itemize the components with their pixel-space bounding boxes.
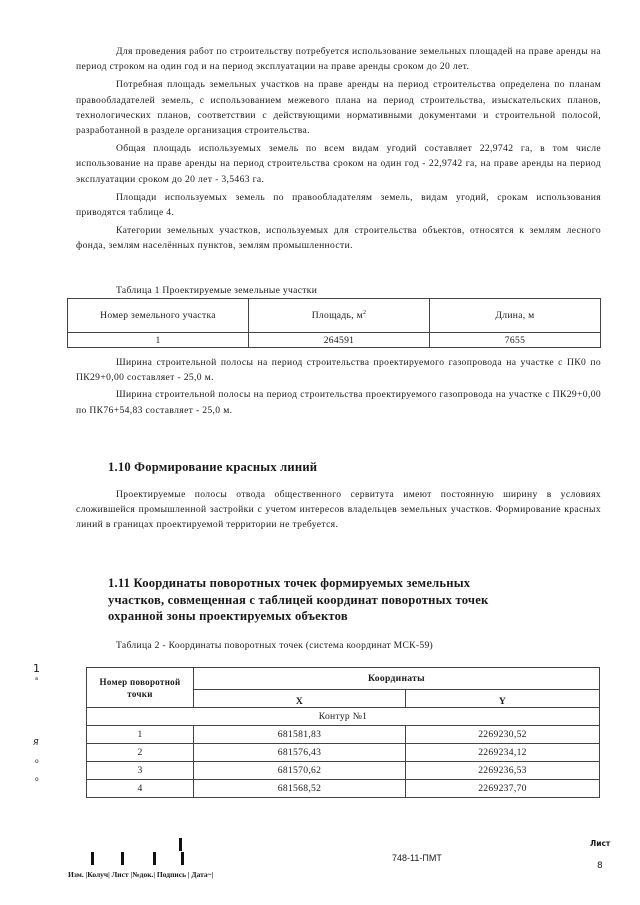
table1-header-area	[249, 299, 430, 333]
table1-header-number: Номер земельного участка	[68, 299, 249, 333]
width-note-1: Ширина строительной полосы на период строительства проектируемого газопровода на участке с ПК0 по ПК29+0,00 составляет - 25,0 м.	[76, 357, 601, 384]
table2-cell: 681568,52	[194, 780, 406, 798]
table2-header-point: Номер поворотной точки	[87, 668, 194, 708]
section-1-11-title-line-1: 1.11 Координаты поворотных точек формируемых земельных	[108, 576, 471, 590]
section-1-10-text	[76, 487, 601, 533]
table2-cell: 3	[87, 762, 194, 780]
table2-caption: Таблица 2 - Координаты поворотных точек (система координат МСК-59)	[116, 640, 434, 651]
section-1-11-title	[108, 575, 488, 625]
table2-cell: 681581,83	[194, 726, 406, 744]
section-1-11-title-line-2: участков, совмещенная с таблицей координат поворотных точек	[108, 592, 489, 607]
table2-cell: 2	[87, 744, 194, 762]
table1-caption: Таблица 1 Проектируемые земельные участки	[116, 285, 318, 296]
table2-cell: 2269236,53	[406, 762, 600, 780]
stamp-columns: Изм. |Колуч| Лист |№док.| Подпись | Дата~|	[68, 870, 214, 879]
table1-header-length: Длина, м	[430, 299, 601, 333]
table1	[67, 298, 601, 348]
table2-header-x: X	[194, 690, 406, 708]
sheet-number: 8	[597, 861, 603, 871]
table1-cell: 7655	[430, 333, 601, 348]
intro-paragraph-2: Потребная площадь земельных участков на праве аренды на период строительства определена по планам правообладателей земель, с использованием межевого плана на период строительства, изыскательских планов, технологических планов, соответствии с действующими нормативными документами и строительной полосой, разработанной в разделе организация строительства.	[76, 79, 601, 137]
table2-contour-label: Контур №1	[87, 708, 600, 726]
table2	[86, 667, 600, 798]
table2-cell: 2269230,52	[406, 726, 600, 744]
table1-cell: 264591	[249, 333, 430, 348]
table2-cell: 681576,43	[194, 744, 406, 762]
width-note-2: Ширина строительной полосы на период строительства проектируемого газопровода на участке с ПК29+0,00 по ПК76+54,83 составляет - 25,0 м.	[76, 389, 601, 416]
width-notes	[76, 355, 601, 418]
margin-mark: о	[35, 758, 39, 765]
table1-header-area-sup: 2	[362, 309, 367, 316]
intro-paragraph-3: Общая площадь используемых земель по всем видам угодий составляет 22,9742 га, в том числе использование на праве аренды на период строительства сроком на один год - 22,9742 га, на праве аренды на период эксплуатации сроком до 20 лет - 3,5463 га.	[76, 143, 601, 185]
table2-cell: 2269234,12	[406, 744, 600, 762]
table2-header-coordinates: Координаты	[194, 668, 600, 690]
intro-paragraph-4: Площади используемых земель по правообладателям земель, видам угодий, срокам использования приводятся таблице 4.	[76, 191, 601, 219]
table1-cell: 1	[68, 333, 249, 348]
table-row	[87, 726, 600, 744]
intro-paragraph-5: Категории земельных участков, используемых для строительства объектов, относятся к землям лесного фонда, землям населённых пунктов, землям промышленности.	[76, 225, 601, 252]
table2-cell: 681570,62	[194, 762, 406, 780]
stamp-divider	[153, 852, 156, 865]
table1-header-area-label: Площадь, м	[311, 310, 363, 322]
section-1-11-title-line-3: охранной зоны проектируемых объектов	[108, 609, 348, 624]
stamp-divider	[91, 852, 94, 865]
table2-header-y: Y	[406, 690, 600, 708]
table-row	[87, 744, 600, 762]
stamp-divider	[121, 852, 124, 865]
table-row	[68, 333, 601, 348]
stamp-divider	[181, 852, 184, 865]
sheet-label: Лист	[590, 839, 611, 848]
margin-mark: Я	[33, 738, 39, 747]
table-row	[87, 762, 600, 780]
intro-text	[76, 44, 601, 254]
section-1-10-title: 1.10 Формирование красных линий	[108, 460, 318, 474]
table2-cell: 2269237,70	[406, 780, 600, 798]
intro-paragraph-1: Для проведения работ по строительству потребуется использование земельных площадей на праве аренды на период строком на один год и на период эксплуатации на праве аренды сроком до 20 лет.	[76, 46, 601, 73]
margin-mark: 1	[33, 662, 40, 675]
table2-cell: 1	[87, 726, 194, 744]
table2-cell: 4	[87, 780, 194, 798]
stamp-divider	[179, 838, 182, 851]
margin-mark: о	[35, 776, 39, 783]
table-row	[87, 780, 600, 798]
document-code: 748-11-ПМТ	[392, 853, 442, 863]
section-1-10-paragraph: Проектируемые полосы отвода общественного сервитута имеют постоянную ширину в условиях сложившейся промышленной застройки с учетом интересов владельцев земельных участков. Формирование красных линий в границах проектируемой территории не требуется.	[76, 489, 601, 531]
margin-mark: a	[35, 676, 39, 682]
